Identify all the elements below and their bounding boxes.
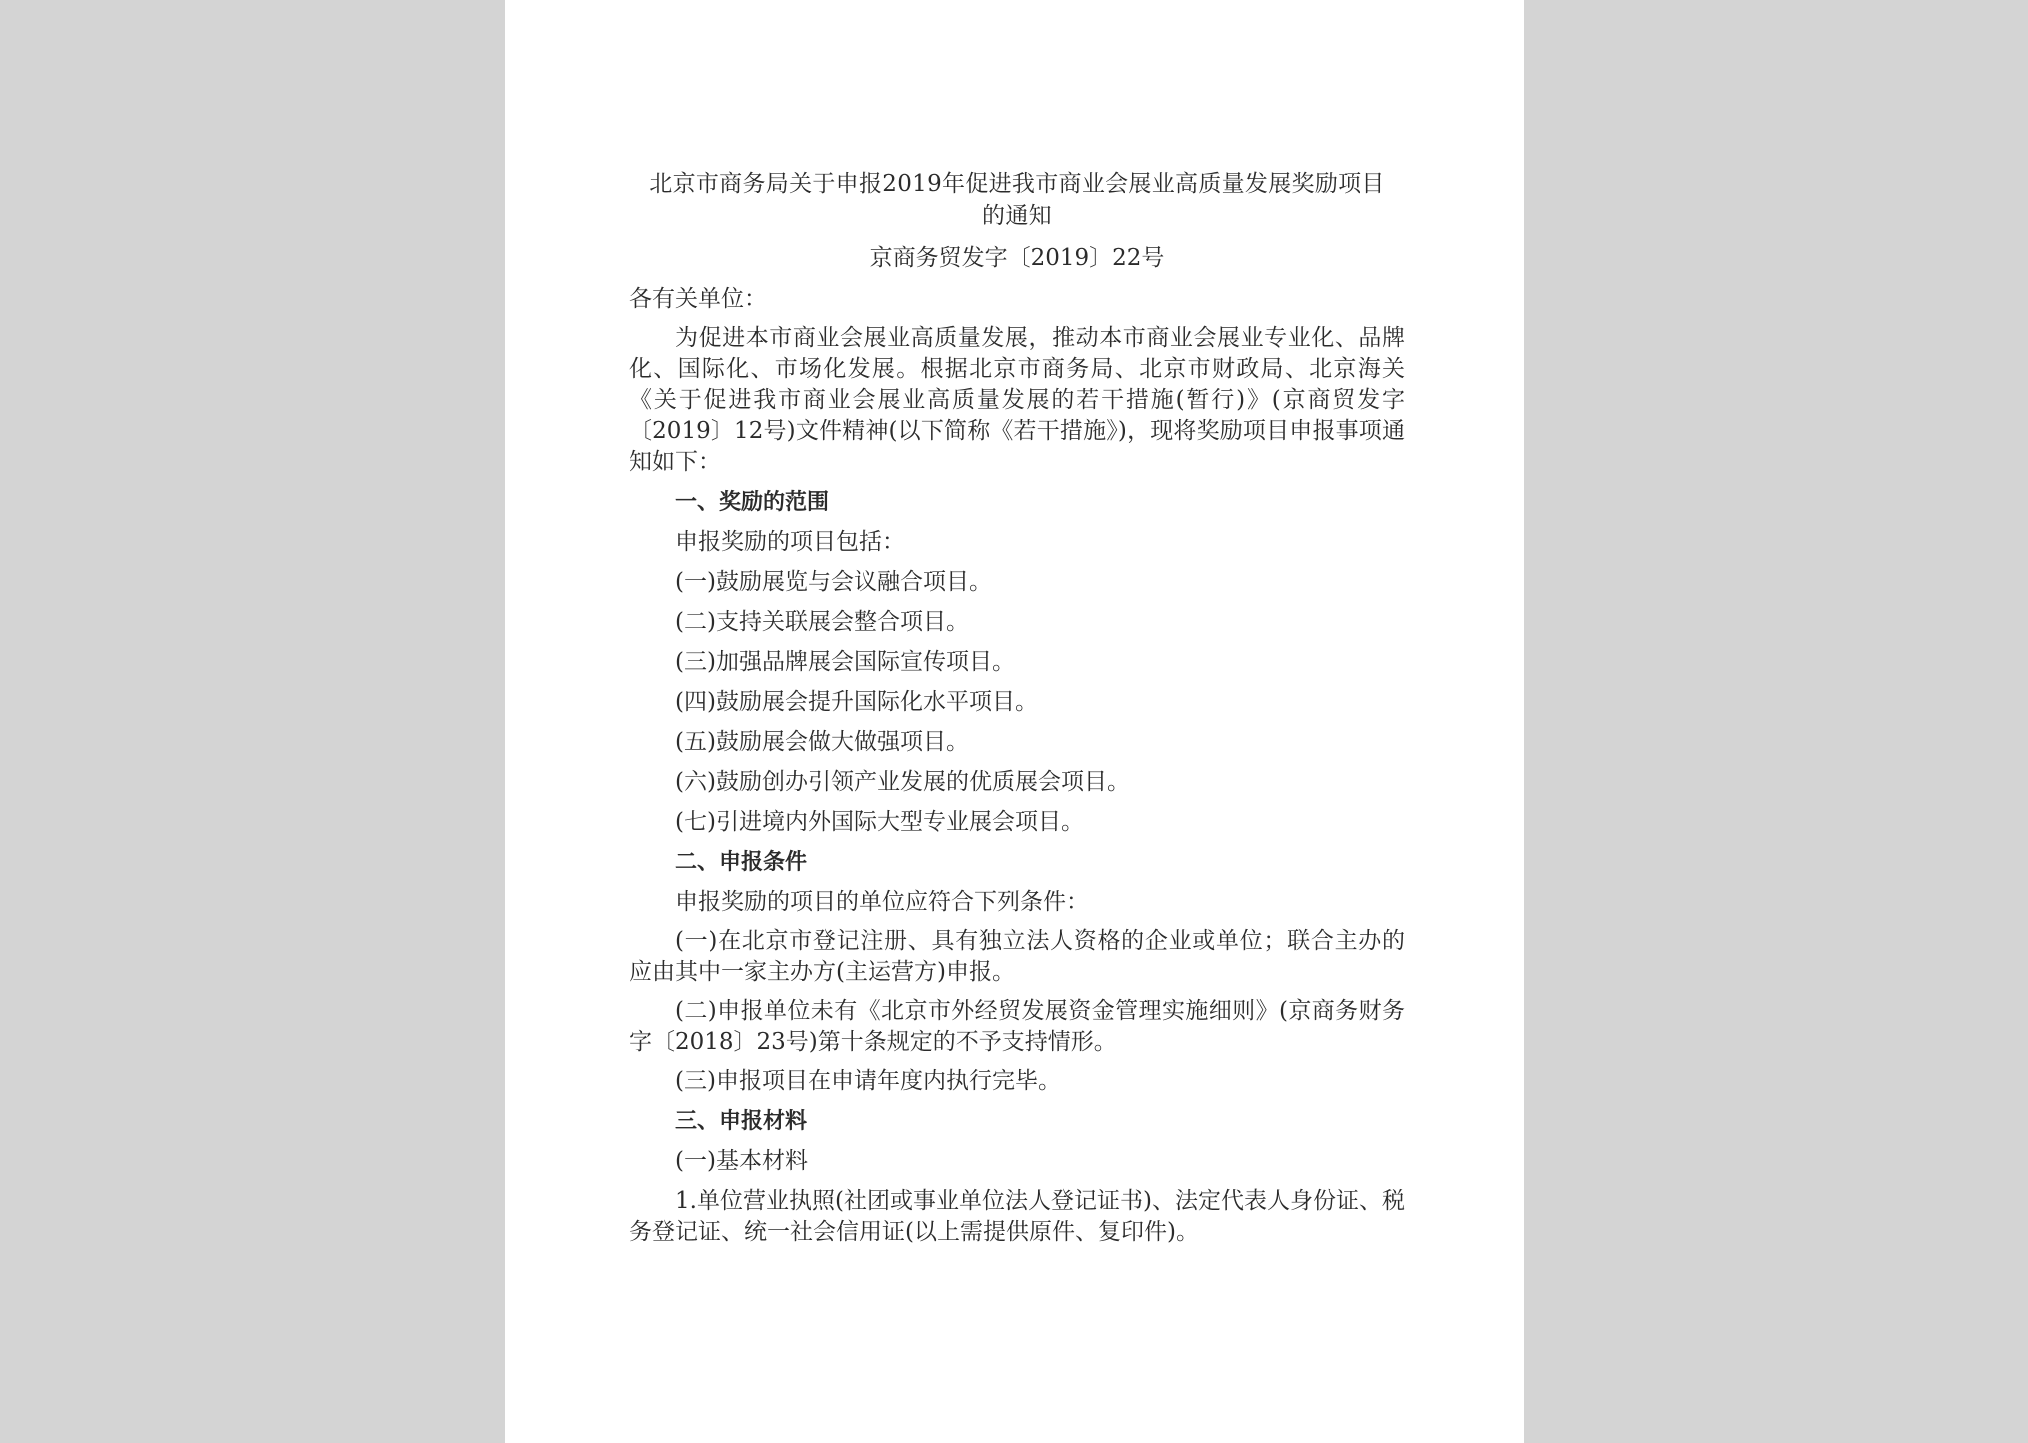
- reward-item: (二)支持关联展会整合项目。: [675, 609, 969, 635]
- document-body: [629, 168, 1405, 1248]
- section-3-heading: 三、申报材料: [675, 1109, 808, 1134]
- reward-item: (六)鼓励创办引领产业发展的优质展会项目。: [675, 769, 1130, 795]
- title-line-2: 的通知: [982, 203, 1052, 229]
- reward-item: (四)鼓励展会提升国际化水平项目。: [675, 689, 1038, 715]
- material-item: 1.单位营业执照(社团或事业单位法人登记证书)、法定代表人身份证、税务登记证、统一社会信用证(以上需提供原件、复印件)。: [629, 1188, 1405, 1245]
- reward-item: (一)鼓励展览与会议融合项目。: [675, 569, 992, 595]
- salutation: 各有关单位：: [629, 286, 767, 312]
- condition-item: (一)在北京市登记注册、具有独立法人资格的企业或单位；联合主办的应由其中一家主办方(主运营方)申报。: [629, 928, 1405, 985]
- document-title: [629, 168, 1405, 232]
- document-number: 京商务贸发字〔2019〕22号: [869, 245, 1165, 271]
- reward-item: (五)鼓励展会做大做强项目。: [675, 729, 969, 755]
- condition-item: (三)申报项目在申请年度内执行完毕。: [675, 1068, 1061, 1094]
- reward-item: (七)引进境内外国际大型专业展会项目。: [675, 809, 1084, 835]
- reward-item: (三)加强品牌展会国际宣传项目。: [675, 649, 1015, 675]
- title-line-1: 北京市商务局关于申报2019年促进我市商业会展业高质量发展奖励项目: [649, 171, 1385, 197]
- section-1-heading: 一、奖励的范围: [675, 490, 830, 515]
- intro-paragraph: 为促进本市商业会展业高质量发展，推动本市商业会展业专业化、品牌化、国际化、市场化发展。根据北京市商务局、北京市财政局、北京海关《关于促进我市商业会展业高质量发展的若干措施(暂行)》(京商贸发字〔2019〕12号)文件精神(以下简称《若干措施》)，现将奖励项目申报事项通知如下：: [629, 325, 1405, 475]
- document-page: [505, 0, 1524, 1443]
- section-2-heading: 二、申报条件: [675, 850, 808, 875]
- condition-item: (二)申报单位未有《北京市外经贸发展资金管理实施细则》(京商务财务字〔2018〕23号)第十条规定的不予支持情形。: [629, 998, 1405, 1055]
- section-2-lead: 申报奖励的项目的单位应符合下列条件：: [675, 889, 1089, 915]
- section-1-lead: 申报奖励的项目包括：: [675, 529, 905, 555]
- section-3-subheading: (一)基本材料: [675, 1148, 808, 1174]
